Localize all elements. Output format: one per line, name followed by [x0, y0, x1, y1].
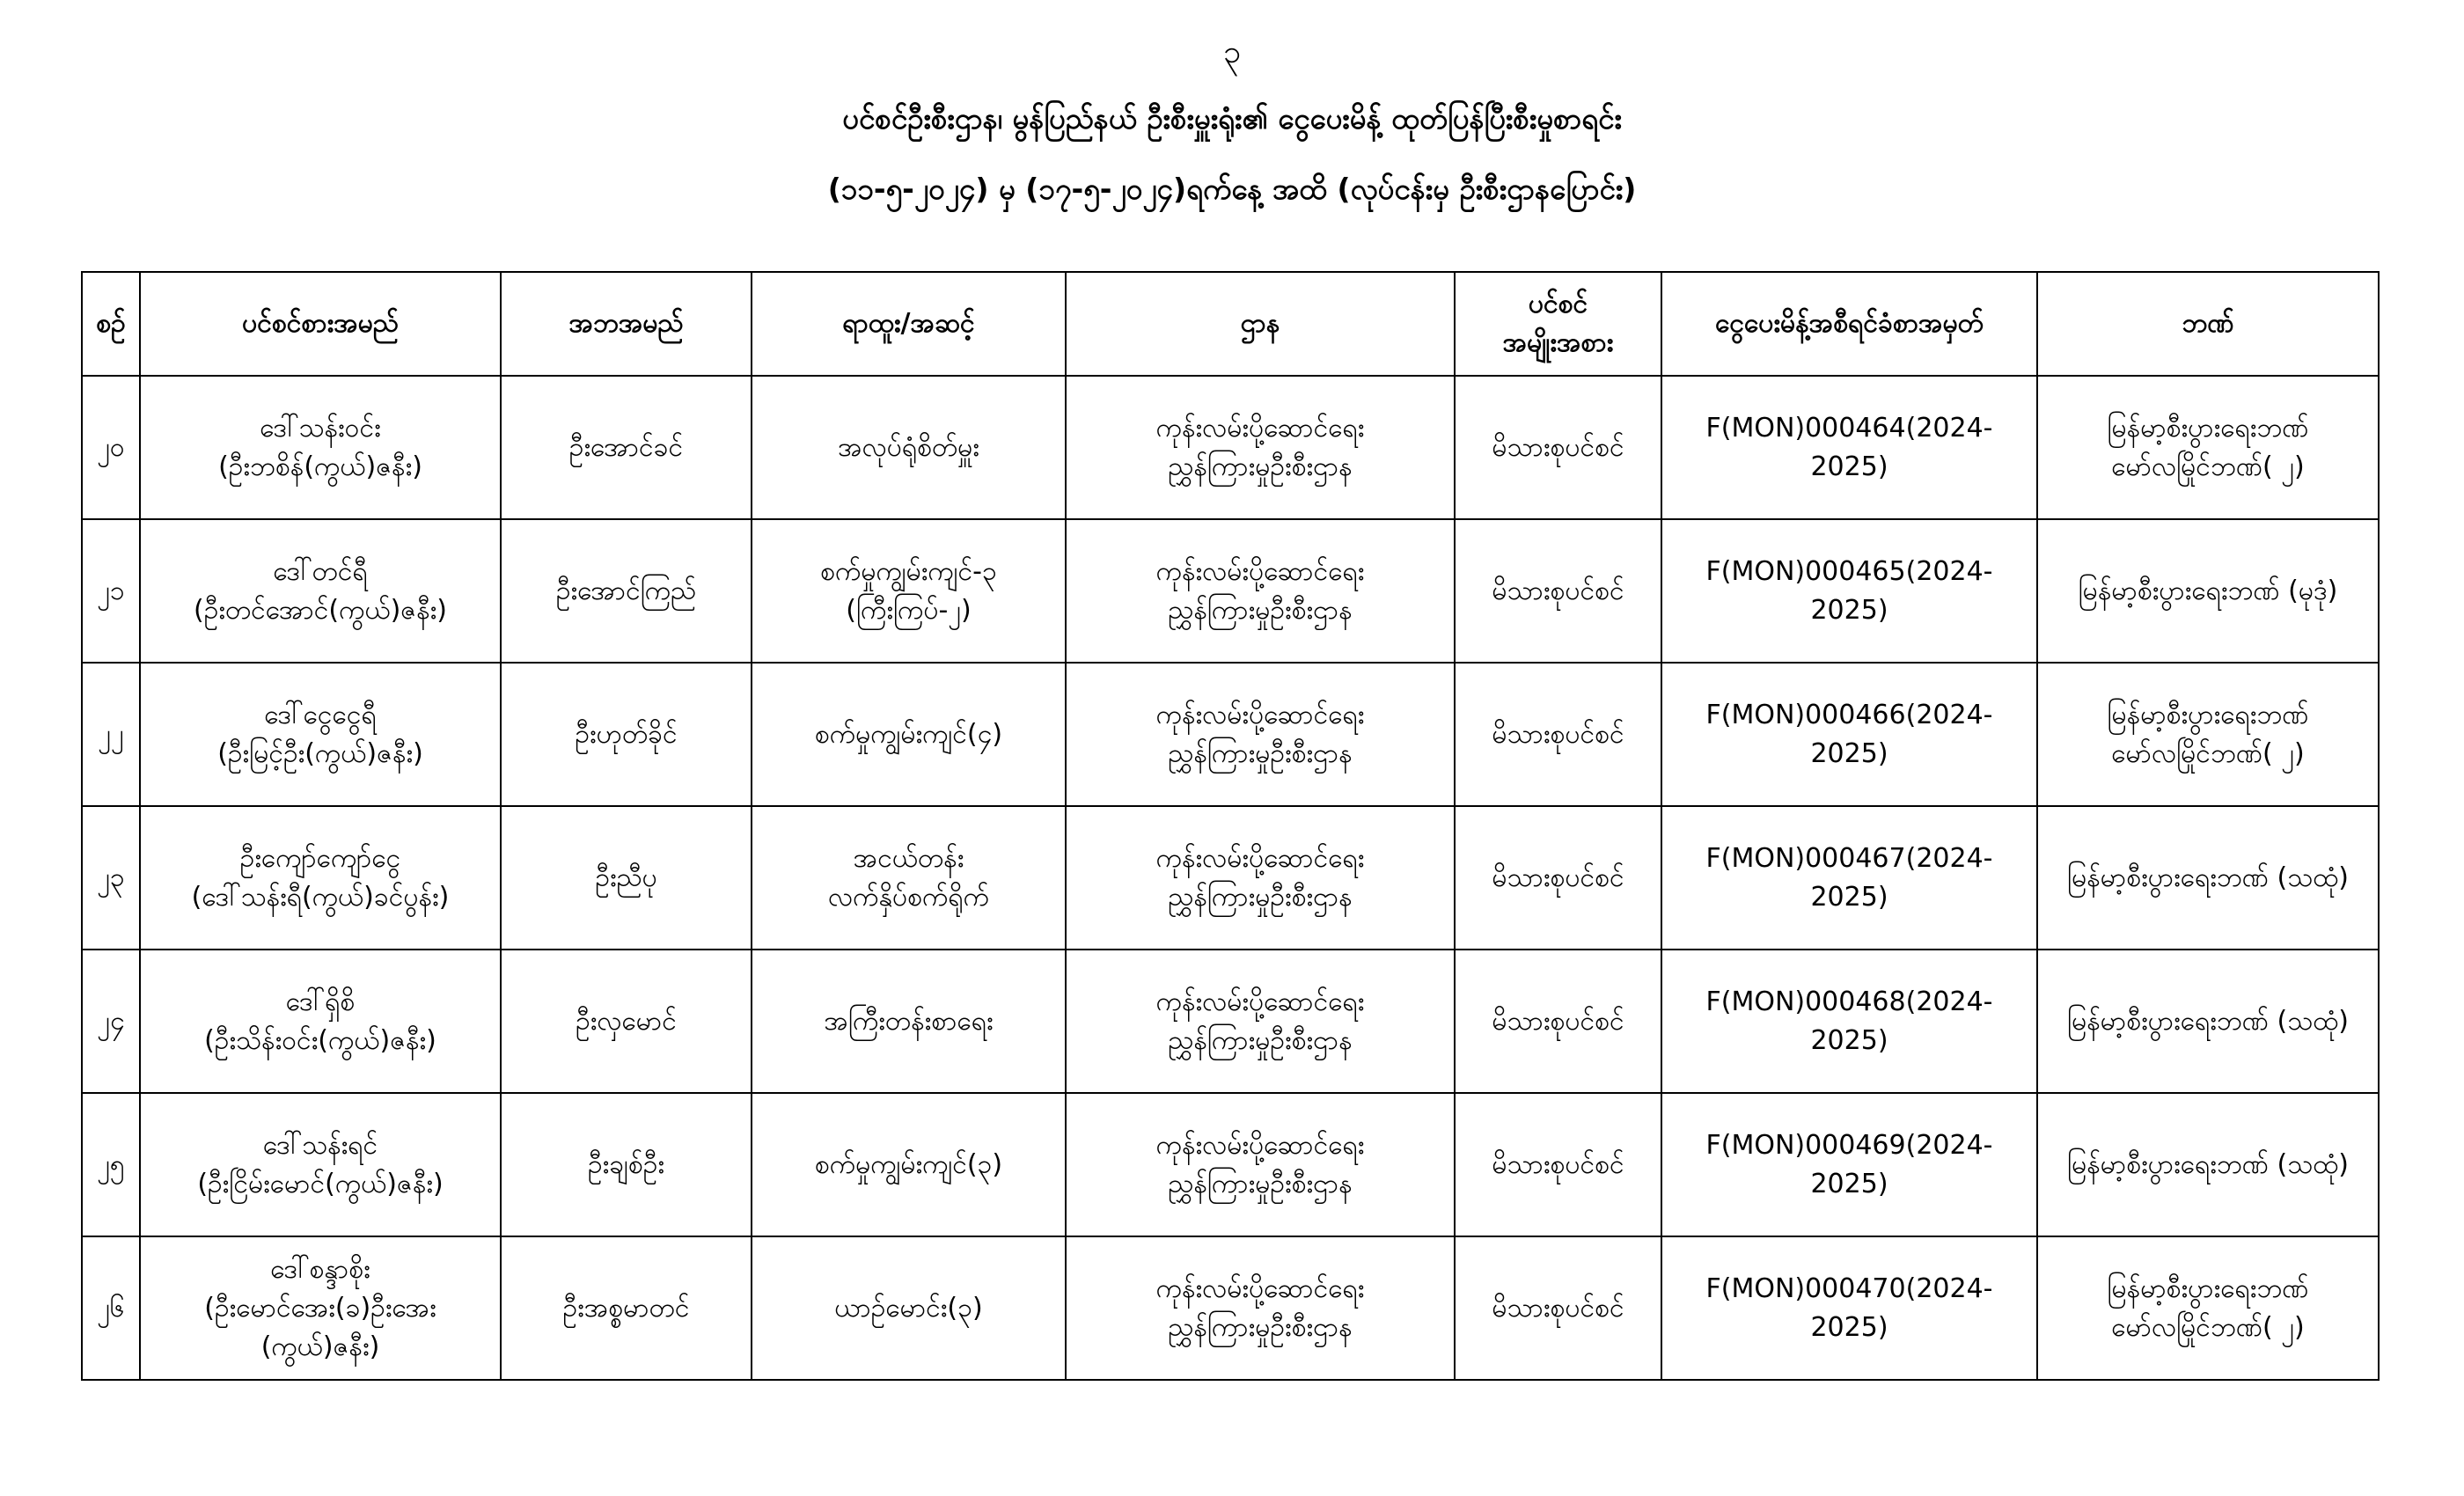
cell-pensioner-line: ဒေါ်သန်းဝင်း	[260, 412, 381, 444]
cell-pension-type	[1455, 663, 1661, 806]
cell-pension-type-line: မိသားစုပင်စင်	[1492, 862, 1624, 893]
cell-pensioner	[140, 663, 501, 806]
cell-bank-line: မြန်မာ့စီးပွားရေးဘဏ်	[2107, 1272, 2309, 1304]
cell-pension-type	[1455, 1236, 1661, 1380]
table-row	[82, 519, 2379, 663]
cell-department	[1066, 519, 1455, 663]
cell-pension-type	[1455, 806, 1661, 950]
cell-position-line: အငယ်တန်း	[853, 842, 964, 874]
cell-no: ၂၄	[82, 950, 140, 1093]
cell-pensioner-line: (ဦးဘစိန်(ကွယ်)ဇနီး)	[218, 451, 422, 482]
cell-bank	[2037, 519, 2379, 663]
cell-position-line: စက်မှုကျွမ်းကျင်-၃	[820, 555, 997, 587]
cell-bank	[2037, 806, 2379, 950]
header-bank-line: ဘဏ်	[2182, 308, 2234, 339]
cell-no: ၂၁	[82, 519, 140, 663]
cell-bank-line: မော်လမြိုင်ဘဏ်( ၂)	[2111, 737, 2305, 769]
cell-order-no: F(MON)000467(2024-2025)	[1661, 806, 2037, 950]
header-pension-type-line: အမျိုးအစား	[1502, 327, 1614, 358]
cell-father-line: ဦးညီပု	[595, 862, 657, 893]
document-subtitle: (၁၁-၅-၂၀၂၄) မှ (၁၇-၅-၂၀၂၄)ရက်နေ့ အထိ (လုပ်ငန်းမှ ဦးစီးဌာနပြောင်း)	[827, 172, 1637, 206]
header-position	[752, 272, 1066, 376]
cell-position-line: စက်မှုကျွမ်းကျင်(၄)	[814, 718, 1003, 750]
cell-pensioner-line: ဦးကျော်ကျော်ငွေ	[239, 842, 401, 874]
cell-pension-type-line: မိသားစုပင်စင်	[1492, 1292, 1624, 1324]
cell-order-no: F(MON)000468(2024-2025)	[1661, 950, 2037, 1093]
cell-pensioner	[140, 519, 501, 663]
cell-bank	[2037, 1093, 2379, 1236]
cell-pensioner-line: ဒေါ်ငွေငွေရီ	[264, 699, 377, 730]
header-order-no-line: ငွေပေးမိန့်အစီရင်ခံစာအမှတ်	[1715, 308, 1984, 339]
cell-pension-type	[1455, 519, 1661, 663]
cell-father-line: ဦးအောင်ကြည်	[555, 575, 697, 606]
cell-department-line: ညွှန်ကြားမှုဦးစီးဌာန	[1168, 1024, 1353, 1056]
cell-father	[501, 950, 752, 1093]
cell-bank-line: မြန်မာ့စီးပွားရေးဘဏ် (မုဒုံ)	[2078, 575, 2338, 606]
page-number: ၃	[1222, 34, 1242, 70]
cell-pension-type-line: မိသားစုပင်စင်	[1492, 575, 1624, 606]
cell-department-line: ညွှန်ကြားမှုဦးစီးဌာန	[1168, 451, 1353, 482]
cell-pension-type	[1455, 950, 1661, 1093]
cell-department-line: ညွှန်ကြားမှုဦးစီးဌာန	[1168, 1311, 1353, 1343]
cell-father-line: ဦးအောင်ခင်	[568, 431, 684, 463]
cell-father-line: ဦးဟုတ်ခိုင်	[575, 718, 678, 750]
cell-bank	[2037, 1236, 2379, 1380]
cell-bank-line: မြန်မာ့စီးပွားရေးဘဏ်	[2107, 412, 2309, 444]
cell-pension-type	[1455, 376, 1661, 519]
cell-order-no: F(MON)000465(2024-2025)	[1661, 519, 2037, 663]
cell-pensioner	[140, 950, 501, 1093]
cell-pensioner-line: (ကွယ်)ဇနီး)	[260, 1331, 380, 1362]
cell-no: ၂၆	[82, 1236, 140, 1380]
cell-position-line: စက်မှုကျွမ်းကျင်(၃)	[814, 1148, 1003, 1180]
cell-father-line: ဦးလှမောင်	[576, 1005, 677, 1037]
cell-position	[752, 950, 1066, 1093]
cell-no: ၂၀	[82, 376, 140, 519]
pension-records-table	[81, 271, 2380, 1381]
cell-department-line: ကုန်းလမ်းပို့ဆောင်ရေး	[1155, 842, 1365, 874]
cell-department-line: ညွှန်ကြားမှုဦးစီးဌာန	[1168, 1168, 1353, 1199]
cell-father	[501, 806, 752, 950]
cell-department	[1066, 1236, 1455, 1380]
cell-father-line: ဦးချစ်ဦး	[587, 1148, 664, 1180]
header-no-line: စဉ်	[96, 308, 126, 339]
header-father	[501, 272, 752, 376]
cell-position	[752, 806, 1066, 950]
table-row	[82, 950, 2379, 1093]
cell-position	[752, 1093, 1066, 1236]
cell-position-line: အလုပ်ရုံစိတ်မှူး	[838, 431, 979, 463]
cell-pensioner-line: ဒေါ်ရှိစိ	[285, 986, 356, 1017]
cell-pensioner-line: (ဦးငြိမ်းမောင်(ကွယ်)ဇနီး)	[197, 1168, 444, 1199]
cell-bank-line: မော်လမြိုင်ဘဏ်( ၂)	[2111, 451, 2305, 482]
document-title: ပင်စင်ဦးစီးဌာန၊ မွန်ပြည်နယ် ဦးစီးမှူးရုံး၏ ငွေပေးမိန့် ထုတ်ပြန်ပြီးစီးမှုစာရင်း	[842, 101, 1622, 136]
cell-department	[1066, 806, 1455, 950]
cell-department	[1066, 1093, 1455, 1236]
cell-no: ၂၅	[82, 1093, 140, 1236]
cell-department-line: ကုန်းလမ်းပို့ဆောင်ရေး	[1155, 699, 1365, 730]
cell-position-line: အကြီးတန်းစာရေး	[824, 1005, 994, 1037]
cell-bank	[2037, 950, 2379, 1093]
cell-pensioner-line: (ဒေါ်သန်းရီ(ကွယ်)ခင်ပွန်း)	[191, 881, 450, 913]
cell-bank-line: မြန်မာ့စီးပွားရေးဘဏ်	[2107, 699, 2309, 730]
cell-pension-type-line: မိသားစုပင်စင်	[1492, 431, 1624, 463]
cell-father-line: ဦးအစ္စမာတင်	[562, 1292, 690, 1324]
header-bank	[2037, 272, 2379, 376]
table-body	[82, 376, 2379, 1380]
cell-department-line: ကုန်းလမ်းပို့ဆောင်ရေး	[1155, 412, 1365, 444]
cell-father	[501, 1093, 752, 1236]
cell-order-no: F(MON)000470(2024-2025)	[1661, 1236, 2037, 1380]
cell-department-line: ကုန်းလမ်းပို့ဆောင်ရေး	[1155, 986, 1365, 1017]
cell-department-line: ညွှန်ကြားမှုဦးစီးဌာန	[1168, 737, 1353, 769]
cell-bank-line: မြန်မာ့စီးပွားရေးဘဏ် (သထုံ)	[2067, 1148, 2349, 1180]
cell-pension-type-line: မိသားစုပင်စင်	[1492, 718, 1624, 750]
cell-pensioner	[140, 806, 501, 950]
cell-pension-type-line: မိသားစုပင်စင်	[1492, 1148, 1624, 1180]
cell-bank-line: မော်လမြိုင်ဘဏ်( ၂)	[2111, 1311, 2305, 1343]
cell-pensioner-line: ဒေါ်စန္ဒာစိုး	[270, 1253, 370, 1285]
header-pension-type-line: ပင်စင်	[1528, 289, 1588, 319]
cell-department	[1066, 376, 1455, 519]
cell-father	[501, 663, 752, 806]
table-row	[82, 663, 2379, 806]
cell-father	[501, 376, 752, 519]
cell-pension-type	[1455, 1093, 1661, 1236]
header-pensioner	[140, 272, 501, 376]
cell-bank	[2037, 663, 2379, 806]
cell-position-line: (ကြီးကြပ်-၂)	[846, 594, 972, 626]
cell-position	[752, 376, 1066, 519]
cell-pensioner-line: (ဦးသိန်းဝင်း(ကွယ်)ဇနီး)	[204, 1024, 436, 1056]
table-row	[82, 1236, 2379, 1380]
table-row	[82, 376, 2379, 519]
cell-no: ၂၃	[82, 806, 140, 950]
cell-pensioner-line: (ဦးတင်အောင်(ကွယ်)ဇနီး)	[193, 594, 448, 626]
cell-department	[1066, 663, 1455, 806]
table-row	[82, 806, 2379, 950]
header-department	[1066, 272, 1455, 376]
cell-bank-line: မြန်မာ့စီးပွားရေးဘဏ် (သထုံ)	[2067, 862, 2349, 893]
cell-department-line: ညွှန်ကြားမှုဦးစီးဌာန	[1168, 881, 1353, 913]
cell-pension-type-line: မိသားစုပင်စင်	[1492, 1005, 1624, 1037]
cell-order-no: F(MON)000466(2024-2025)	[1661, 663, 2037, 806]
header-father-line: အဘအမည်	[568, 308, 684, 339]
cell-bank	[2037, 376, 2379, 519]
cell-no: ၂၂	[82, 663, 140, 806]
cell-position-line: ယာဉ်မောင်း(၃)	[834, 1292, 983, 1324]
table-row	[82, 1093, 2379, 1236]
cell-department-line: ကုန်းလမ်းပို့ဆောင်ရေး	[1155, 1129, 1365, 1161]
cell-position-line: လက်နှိပ်စက်ရိုက်	[828, 881, 989, 913]
header-order-no	[1661, 272, 2037, 376]
cell-father	[501, 1236, 752, 1380]
header-pensioner-line: ပင်စင်စားအမည်	[242, 308, 399, 339]
cell-pensioner	[140, 1236, 501, 1380]
cell-order-no: F(MON)000464(2024-2025)	[1661, 376, 2037, 519]
table-header-row	[82, 272, 2379, 376]
header-pension-type	[1455, 272, 1661, 376]
cell-department	[1066, 950, 1455, 1093]
cell-department-line: ညွှန်ကြားမှုဦးစီးဌာန	[1168, 594, 1353, 626]
cell-pensioner	[140, 376, 501, 519]
header-department-line: ဌာန	[1240, 308, 1280, 339]
header-no	[82, 272, 140, 376]
cell-bank-line: မြန်မာ့စီးပွားရေးဘဏ် (သထုံ)	[2067, 1005, 2349, 1037]
cell-pensioner	[140, 1093, 501, 1236]
cell-pensioner-line: ဒေါ်သန်းရင်	[262, 1129, 378, 1161]
cell-father	[501, 519, 752, 663]
cell-department-line: ကုန်းလမ်းပို့ဆောင်ရေး	[1155, 555, 1365, 587]
cell-position	[752, 663, 1066, 806]
cell-department-line: ကုန်းလမ်းပို့ဆောင်ရေး	[1155, 1272, 1365, 1304]
cell-position	[752, 519, 1066, 663]
cell-pensioner-line: (ဦးမောင်အေး(ခ)ဦးအေး	[204, 1292, 436, 1324]
cell-pensioner-line: (ဦးမြင့်ဦး(ကွယ်)ဇနီး)	[217, 737, 423, 769]
cell-order-no: F(MON)000469(2024-2025)	[1661, 1093, 2037, 1236]
cell-position	[752, 1236, 1066, 1380]
cell-pensioner-line: ဒေါ်တင်ရီ	[273, 555, 368, 587]
header-position-line: ရာထူး/အဆင့်	[842, 308, 975, 339]
